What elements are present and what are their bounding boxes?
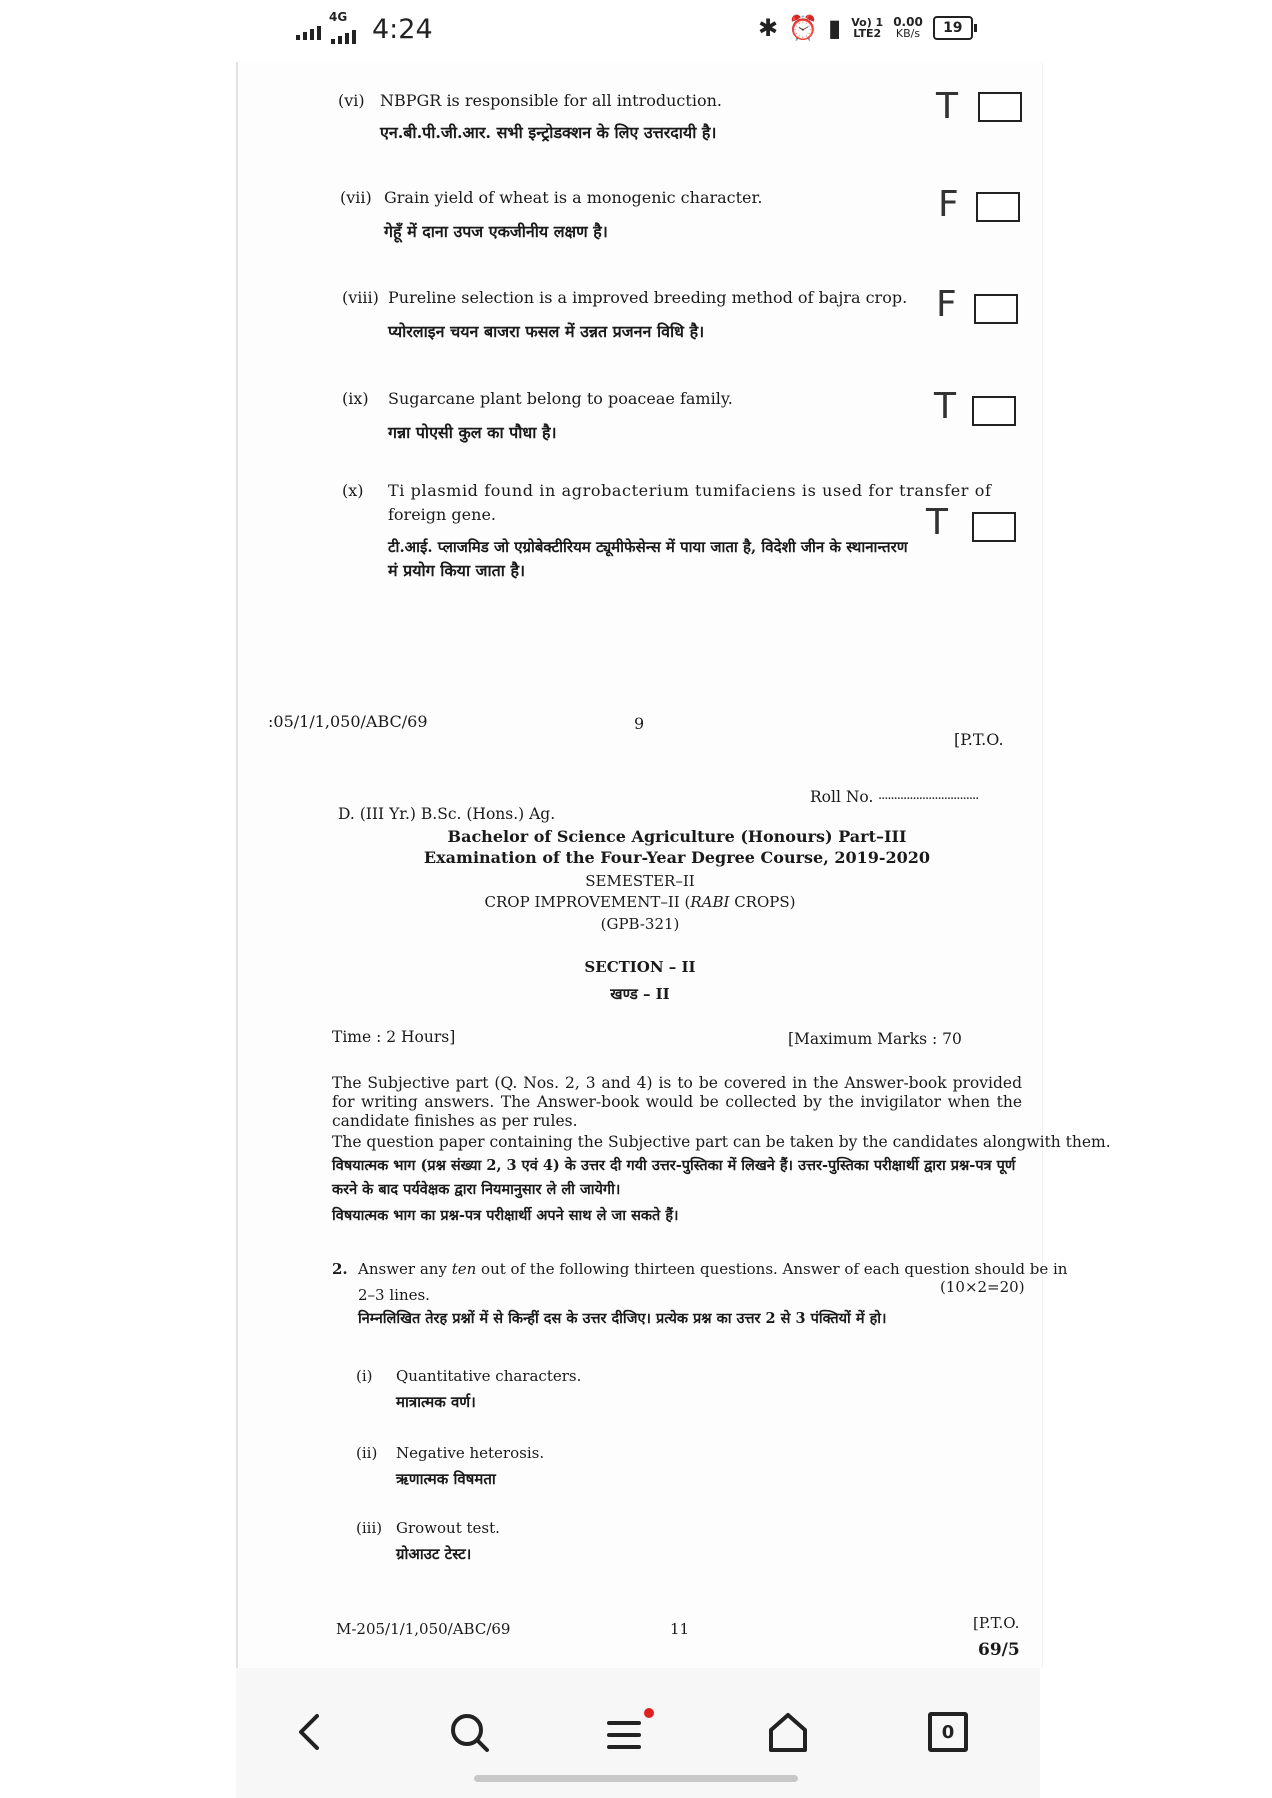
page-ref-number: 69/5 [978, 1640, 1020, 1660]
volte-indicator [851, 17, 883, 39]
question-text-hi-cont: मं प्रयोग किया जाता है। [388, 561, 526, 580]
home-icon [766, 1710, 810, 1754]
answer-box [974, 294, 1018, 324]
volte-label: Vo) 1 [851, 16, 884, 29]
instruction-hi-1: विषयात्मक भाग (प्रश्न संख्या 2, 3 एवं 4) के उत्तर दी गयी उत्तर-पुस्तिका में लिखने हैं। उत्तर-पुस्तिका परीक्षार्थी द्वारा प्रश्न-पत्र पूर्ण करने के बाद पर्यवेक्षक द्वारा नियमानुसार ले ली जायेगी। [332, 1157, 1016, 1198]
alarm-icon: ⏰ [788, 14, 818, 42]
roll-no-label: Roll No. [810, 788, 874, 806]
q2-text-italic: ten [451, 1260, 477, 1278]
exam-title: Bachelor of Science Agriculture (Honours) Part–III [447, 827, 907, 846]
roll-no-blank: ................................ [878, 788, 979, 803]
question-number: 2. [332, 1260, 348, 1278]
subquestion-text-en: Quantitative characters. [396, 1367, 582, 1385]
question-text-hi: टी.आई. प्लाजमिड जो एग्रोबेक्टीरियम ट्यूमीफेसेन्स में पाया जाता है, विदेशी जीन के स्थानान्तरण [388, 538, 908, 556]
question-text-en: Sugarcane plant belong to poaceae family. [388, 389, 733, 408]
handwritten-answer: T [934, 386, 956, 427]
bluetooth-icon: ✱ [758, 14, 779, 42]
answer-box [972, 512, 1016, 542]
network-4g-signal-icon [329, 9, 356, 44]
tabs-button[interactable] [918, 1702, 978, 1762]
question-text-hi: प्योरलाइन चयन बाजरा फसल में उन्नत प्रजनन विधि है। [388, 322, 705, 341]
section-heading-hi: खण्ड – II [610, 985, 670, 1003]
back-icon [295, 1712, 325, 1752]
q2-text-c: 2–3 lines. [358, 1286, 430, 1304]
question-text-en: Ti plasmid found in agrobacterium tumifaciens is used for transfer of [388, 481, 992, 500]
menu-icon [599, 1707, 659, 1757]
handwritten-answer: F [938, 184, 959, 225]
question-text-hi: एन.बी.पी.जी.आर. सभी इन्ट्रोडक्शन के लिए उत्तरदायी है। [380, 123, 717, 142]
net-speed [893, 17, 923, 39]
handwritten-answer: T [936, 86, 958, 127]
tabs-count: 0 [941, 1721, 955, 1743]
vibrate-icon: ▮ [828, 14, 842, 42]
subquestion-number: (iii) [356, 1519, 383, 1537]
answer-box [976, 192, 1020, 222]
question-number: (x) [342, 481, 364, 500]
question-2-text-hi: निम्नलिखित तेरह प्रश्नों में से किन्हीं दस के उत्तर दीजिए। प्रत्येक प्रश्न का उत्तर 2 से 3 पंक्तियों में हो। [358, 1310, 887, 1327]
exam-time: Time : 2 Hours] [332, 1028, 456, 1046]
q2-marks: (10×2=20) [940, 1278, 1025, 1296]
maximum-marks: [Maximum Marks : 70 [788, 1030, 962, 1048]
battery-level: 19 [933, 16, 973, 40]
handwritten-answer: F [936, 284, 957, 325]
page-footer-code: M-205/1/1,050/ABC/69 [336, 1620, 511, 1638]
answer-box [978, 92, 1022, 122]
menu-button[interactable] [599, 1702, 659, 1762]
semester-label: SEMESTER–II [585, 872, 695, 890]
lte-label: LTE2 [853, 27, 882, 40]
subject-title-pre: CROP IMPROVEMENT–II ( [484, 893, 691, 911]
home-button[interactable] [758, 1702, 818, 1762]
question-number: (vii) [340, 188, 372, 207]
q2-text-b: out of the following thirteen questions. Answer of each question should be in [476, 1260, 1068, 1278]
subquestion-number: (i) [356, 1367, 373, 1385]
question-text-en-cont: foreign gene. [388, 505, 496, 524]
net-speed-unit: KB/s [895, 27, 921, 40]
subquestion-text-hi: ऋणात्मक विषमता [396, 1470, 496, 1488]
network-type-label: 4G [329, 9, 348, 24]
question-text-en: Pureline selection is a improved breeding method of bajra crop. [388, 288, 908, 307]
document-viewer[interactable] [236, 62, 1111, 1668]
subquestion-text-en: Growout test. [396, 1519, 500, 1537]
paper-code: (GPB-321) [600, 915, 680, 933]
instruction-hi-2: विषयात्मक भाग का प्रश्न-पत्र परीक्षार्थी अपने साथ ले जा सकते हैं। [332, 1207, 679, 1224]
answer-box [972, 396, 1016, 426]
subquestion-text-hi: मात्रात्मक वर्ण। [396, 1393, 476, 1411]
exam-subtitle: Examination of the Four-Year Degree Course, 2019-2020 [423, 848, 931, 867]
pto-label: [P.T.O. [954, 730, 1004, 749]
section-heading: SECTION – II [584, 958, 696, 976]
subquestion-text-hi: ग्रोआउट टेस्ट। [396, 1545, 472, 1563]
subquestion-number: (ii) [356, 1444, 378, 1462]
question-number: (viii) [342, 288, 379, 307]
battery-icon [933, 16, 977, 40]
search-button[interactable] [439, 1702, 499, 1762]
q2-text-a: Answer any [358, 1260, 452, 1278]
back-button[interactable] [280, 1702, 340, 1762]
status-bar [0, 0, 1272, 62]
signal-icon [296, 20, 321, 40]
clock-time: 4:24 [372, 14, 433, 45]
course-code: D. (III Yr.) B.Sc. (Hons.) Ag. [338, 805, 556, 823]
page-number: 11 [670, 1620, 690, 1638]
subject-title-italic: RABI [690, 893, 730, 911]
instruction-en-2: The question paper containing the Subjective part can be taken by the candidates alongwith them. [332, 1133, 1111, 1151]
question-number: (ix) [342, 389, 369, 408]
subject-title-post: CROPS) [729, 893, 796, 911]
question-text-hi: गन्ना पोएसी कुल का पौधा है। [388, 423, 557, 442]
question-text-en: Grain yield of wheat is a monogenic character. [384, 188, 763, 207]
question-number: (vi) [338, 91, 365, 110]
handwritten-answer: T [926, 502, 948, 543]
pto-label: [P.T.O. [973, 1614, 1020, 1632]
question-text-en: NBPGR is responsible for all introduction. [380, 91, 722, 110]
page-footer-code: :05/1/1,050/ABC/69 [268, 712, 428, 731]
page-number: 9 [634, 714, 645, 733]
instruction-en-1: The Subjective part (Q. Nos. 2, 3 and 4) is to be covered in the Answer-book provided for writing answers. The Answer-book would be collected by the invigilator when the candidate finishes as per rules. [332, 1074, 1022, 1130]
search-icon [447, 1710, 491, 1754]
subquestion-text-en: Negative heterosis. [396, 1444, 545, 1462]
net-speed-value: 0.00 [893, 15, 923, 29]
home-indicator-bar[interactable] [474, 1775, 798, 1782]
notification-dot-icon [644, 1708, 654, 1718]
tabs-icon [928, 1712, 968, 1752]
subject-title [238, 892, 1042, 912]
question-text-hi: गेहूँ में दाना उपज एकजीनीय लक्षण है। [384, 222, 608, 241]
